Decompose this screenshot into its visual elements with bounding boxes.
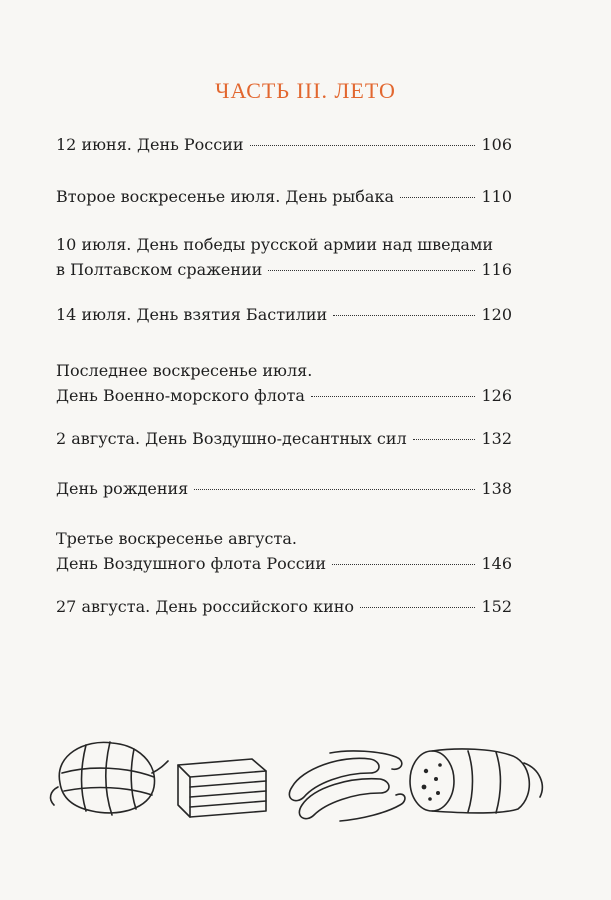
dot-leader (311, 396, 476, 397)
dot-leader (250, 145, 476, 146)
sausages-icon (289, 751, 405, 821)
salami-icon (410, 749, 542, 813)
dot-leader (400, 197, 475, 198)
toc-entry-text: День Воздушного флота России (56, 554, 327, 573)
dot-leader (268, 270, 475, 271)
dot-leader (360, 607, 475, 608)
toc-entry-text: Последнее воскресенье июля. (56, 361, 313, 380)
toc-page-number: 120 (481, 305, 512, 324)
toc-entry[interactable] (56, 476, 512, 501)
toc-entry-text: в Полтавском сражении (56, 260, 263, 279)
dot-leader (332, 564, 475, 565)
toc-entry[interactable] (56, 526, 512, 576)
toc-entry-text: 27 августа. День российского кино (56, 597, 355, 616)
dot-leader (333, 315, 475, 316)
toc-page-number: 110 (481, 187, 512, 206)
toc-page-number: 146 (481, 554, 512, 573)
section-title: ЧАСТЬ III. ЛЕТО (215, 78, 396, 103)
toc-page-number: 116 (481, 260, 512, 279)
toc-page-number: 152 (481, 597, 512, 616)
toc-entry-text: 14 июля. День взятия Бастилии (56, 305, 328, 324)
toc-page-number: 138 (481, 479, 512, 498)
toc-entry[interactable] (56, 426, 512, 451)
toc-entry-text: День Военно-морского флота (56, 386, 305, 405)
toc-entry[interactable] (56, 184, 512, 209)
dot-leader (194, 489, 475, 490)
toc-entry[interactable] (56, 302, 512, 327)
toc-entry-text: Третье воскресенье августа. (56, 529, 297, 548)
toc-entry[interactable] (56, 232, 512, 282)
dot-leader (413, 439, 476, 440)
toc-entry-text: 10 июля. День победы русской армии над шведами (56, 235, 494, 254)
toc-page-number: 126 (481, 386, 512, 405)
ham-icon (51, 742, 168, 815)
toc-entry[interactable] (56, 132, 512, 157)
toc-page-number: 106 (481, 135, 512, 154)
bacon-icon (178, 759, 266, 817)
toc-entry-text: День рождения (56, 479, 189, 498)
meat-illustration (40, 725, 580, 835)
toc-entry-text: 12 июня. День России (56, 135, 244, 154)
toc-entry-text: 2 августа. День Воздушно-десантных сил (56, 429, 407, 448)
toc-entry[interactable] (56, 358, 512, 408)
toc-entry-text: Второе воскресенье июля. День рыбака (56, 187, 394, 206)
toc-entry[interactable] (56, 594, 512, 619)
toc-page-number: 132 (481, 429, 512, 448)
